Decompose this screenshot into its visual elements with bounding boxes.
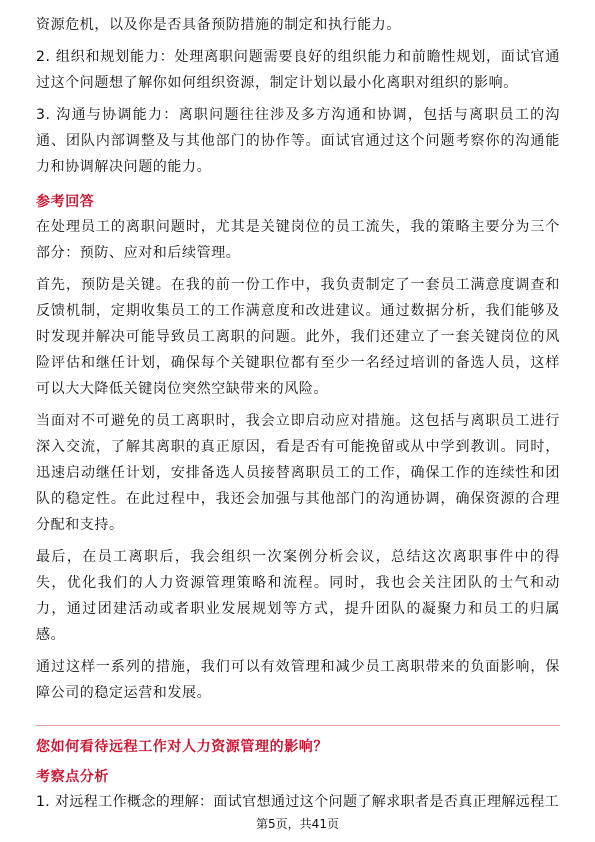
page-number: 第5页，共41页	[256, 817, 339, 831]
answer-paragraph-4: 最后，在员工离职后，我会组织一次案例分析会议，总结这次离职事件中的得失，优化我们的人力资源管理策略和流程。同时，我也会关注团队的士气和动力，通过团建活动或者职业发展规划等方式，提升团队的凝聚力和员工的归属感。	[36, 549, 560, 643]
analysis-heading: 考察点分析	[36, 769, 109, 785]
answer-paragraph-5: 通过这样一系列的措施，我们可以有效管理和减少员工离职带来的负面影响，保障公司的稳定运营和发展。	[36, 659, 560, 701]
question-title: 您如何看待远程工作对人力资源管理的影响？	[36, 739, 328, 755]
answer-paragraph-2: 首先，预防是关键。在我的前一份工作中，我负责制定了一套员工满意度调查和反馈机制，定期收集员工的工作满意度和改进建议。通过数据分析，我们能够及时发现并解决可能导致员工离职的问题。此外，我们还建立了一套关键岗位的风险评估和继任计划，确保每个关键职位都有至少一名经过培训的备选人员，这样可以大大降低关键岗位突然空缺带来的风险。	[36, 277, 560, 397]
point-organization: 2. 组织和规划能力：处理离职问题需要良好的组织能力和前瞻性规划，面试官通过这个问题想了解你如何组织资源，制定计划以最小化离职对组织的影响。	[36, 49, 560, 91]
point-communication: 3. 沟通与协调能力：离职问题往往涉及多方沟通和协调，包括与离职员工的沟通、团队内部调整及与其他部门的协作等。面试官通过这个问题考察你的沟通能力和协调解决问题的能力。	[36, 107, 560, 175]
answer-paragraph-3: 当面对不可避免的员工离职时，我会立即启动应对措施。这包括与离职员工进行深入交流，了解其离职的真正原因，看是否有可能挽留或从中学到教训。同时，迅速启动继任计划，安排备选人员接替离职员工的工作，确保工作的连续性和团队的稳定性。在此过程中，我还会加强与其他部门的沟通协调，确保资源的合理分配和支持。	[36, 413, 560, 533]
next-question-block	[36, 735, 560, 815]
analysis-point-1: 1. 对远程工作概念的理解：面试官想通过这个问题了解求职者是否真正理解远程工	[36, 794, 560, 810]
answer-paragraph-1: 在处理员工的离职问题时，尤其是关键岗位的员工流失，我的策略主要分为三个部分：预防、应对和后续管理。	[36, 219, 560, 261]
section-divider	[36, 725, 560, 726]
document-page	[36, 12, 560, 706]
answer-heading: 参考回答	[36, 194, 95, 210]
intro-line: 资源危机，以及你是否具备预防措施的制定和执行能力。	[36, 17, 401, 33]
